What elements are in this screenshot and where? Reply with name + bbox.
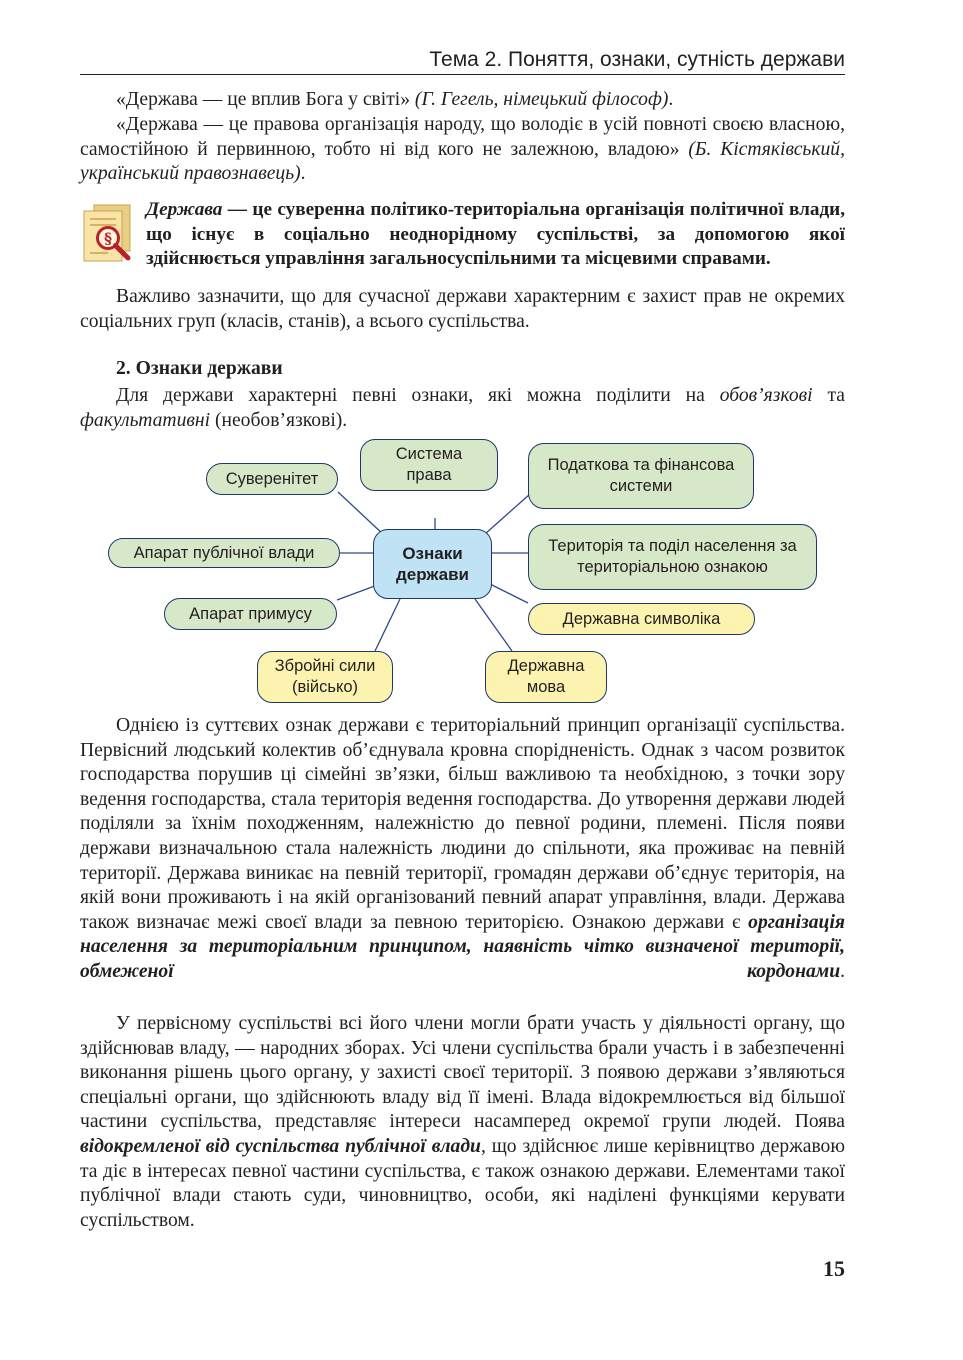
node-territory: Територія та поділ населення за територіальною ознакою <box>528 524 817 590</box>
term-obligatory: обов’язкові <box>719 385 813 406</box>
law-document-icon <box>80 203 136 263</box>
section-lead-text-1: Для держави характерні певні ознаки, які можна поділити на <box>116 385 720 406</box>
svg-text:§: § <box>104 229 112 248</box>
paragraph-power-text: У первісному суспільстві всі його члени могли брати участь у діяльності органу, що здійснював владу, — народних зборах. Усі члени суспільства брали участь і в забезпеченні виконання рішень цього органу, у захисті своєї території. З появою держави з’являються спеціальні органи, що здійснюють владу від її імені. Влада відокремлюється від більшої частини суспільства, представляє інтереси насамперед окремої групи людей. Поява <box>80 1013 845 1133</box>
paragraph-territory-emphasis: організація населення за територіальним принципом, наявність чітко визначеної території, обмеженої кордонами <box>80 911 845 982</box>
node-center-state-features: Ознаки держави <box>373 529 492 599</box>
page-number: 15 <box>823 1256 845 1281</box>
quote-kistiakivskyi-end: . <box>300 163 306 185</box>
node-legal-system: Система права <box>360 439 498 491</box>
node-coercion: Апарат примусу <box>164 598 337 630</box>
definition-body: — це суверенна політико-територіальна організація політичної влади, що існує в соціально неоднорідному суспільстві, за допомогою якої здійснюється управління загальносуспільними та місцевими справами. <box>146 199 845 270</box>
paragraph-territory-end: . <box>840 960 845 982</box>
running-header-title: Тема 2. Поняття, ознаки, сутність держави <box>429 48 845 71</box>
quote-kistiakivskyi <box>80 113 845 187</box>
paragraph-public-power <box>80 1012 845 1233</box>
node-sovereignty: Суверенітет <box>206 463 338 495</box>
term-optional: факультативні <box>80 409 211 431</box>
state-features-mindmap <box>100 436 830 706</box>
paragraph-power-emphasis: відокремленої від суспільства публічної влади <box>80 1135 481 1157</box>
quote-kistiakivskyi-text: «Держава — це правова організація народу, що володіє в усій повноті своєю власною, самостійною й первинною, тобто ні від кого не залежною, владою» <box>80 114 845 160</box>
node-public-authority: Апарат публічної влади <box>108 538 340 568</box>
paragraph-power-end: , що здійснює лише керівництво державою та діє в інтересах певної частини суспільства, є також ознакою держави. Елементами такої публічної влади стають суди, чиновництво, особи, які наділені функціями керувати суспільством. <box>80 1135 845 1231</box>
node-symbols: Державна символіка <box>528 603 755 635</box>
intro-paragraph: Важливо зазначити, що для сучасної держави характерним є захист прав не окремих соціальних груп (класів, станів), а всього суспільства. <box>80 286 845 332</box>
paragraph-territory <box>80 714 845 985</box>
quote-hegel <box>80 88 845 113</box>
paragraph-territory-text: Однією із суттєвих ознак держави є територіальний принцип організації суспільства. Первісний людський колектив об’єднувала кровна спорідненість. Однак з часом розвиток господарства порушив ці сімейні зв’язки, більш важливою та необхідною, з точки зору ведення господарства, стала територія ведення господарства. До утворення держави людей поділяли за їхнім походженням, належністю до певної родини, племені. Після появи держави визначальною стала належність людини до спільноти, яка проживає на певній території. Держава виникає на певній території, громадян держави об’єднує територія, на якій вони проживають і на якій організований певний апарат управління, влади. Держава також визначає межі своєї влади за певною територією. Ознакою держави є <box>80 715 845 933</box>
running-header <box>80 44 845 75</box>
section-lead-text-2: та <box>812 385 845 406</box>
node-armed-forces: Збройні сили (військо) <box>257 651 393 703</box>
section-lead-text-3: (необов’язкові). <box>210 409 348 431</box>
section-heading: 2. Ознаки держави <box>116 358 283 379</box>
quote-kistiakivskyi-author: (Б. Кістяківський, український правознавець) <box>80 138 846 185</box>
section-lead-paragraph <box>80 384 845 433</box>
definition-term: Держава <box>146 199 223 220</box>
quote-hegel-text: «Держава — це вплив Бога у світі» <box>116 89 415 110</box>
definition-state <box>146 198 845 272</box>
node-state-language: Державна мова <box>485 651 607 703</box>
node-tax-finance: Податкова та фінансова системи <box>528 443 754 509</box>
quote-hegel-end: . <box>668 89 674 110</box>
quote-hegel-author: (Г. Гегель, німецький філософ) <box>414 89 669 110</box>
